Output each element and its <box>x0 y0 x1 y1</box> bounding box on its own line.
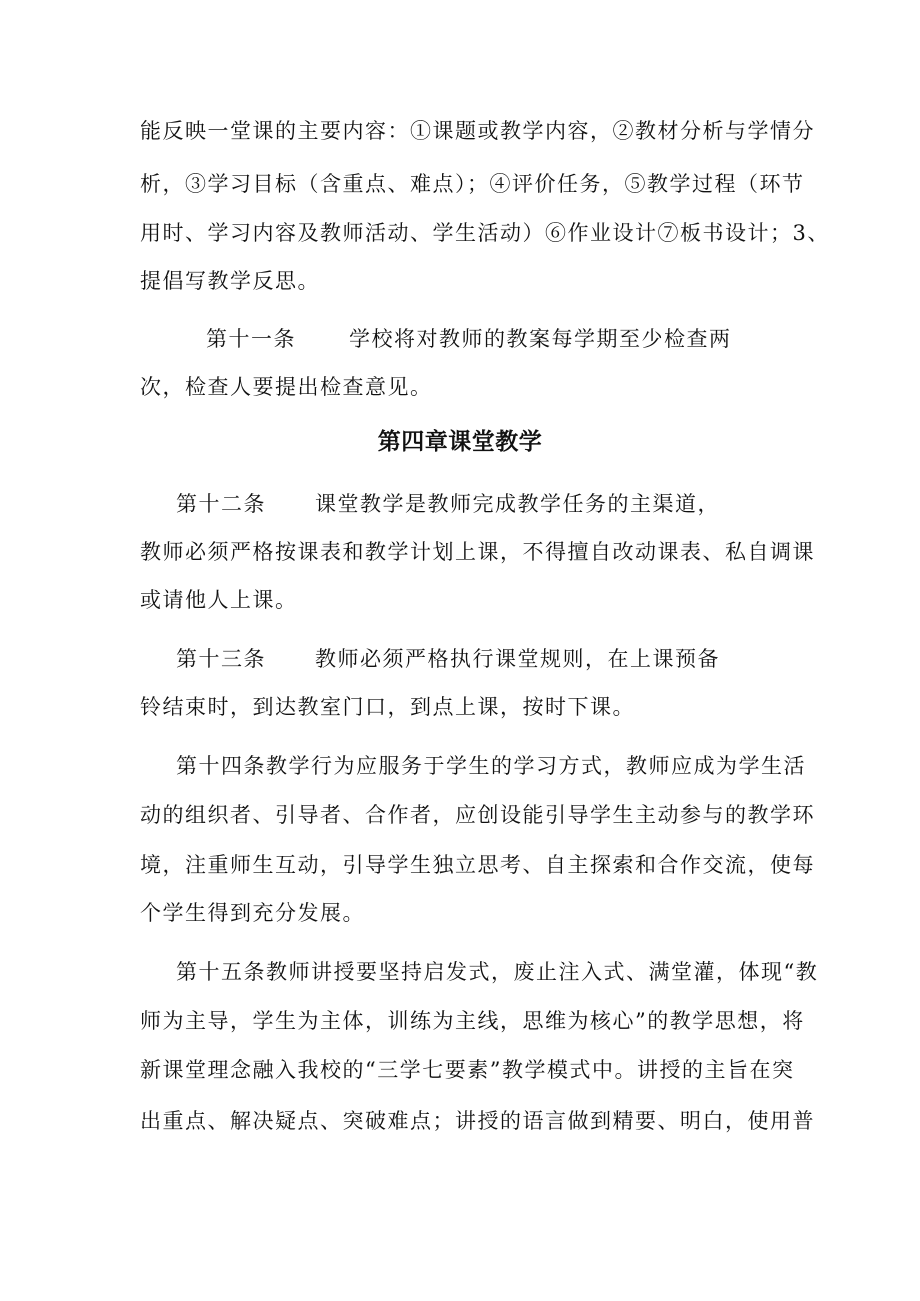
article-14-line-2: 动的组织者、引导者、合作者，应创设能引导学生主动参与的教学环 <box>140 803 815 827</box>
article-11-text-1: 学校将对教师的教案每学期至少检查两 <box>349 327 732 351</box>
article-11-line-1 <box>206 325 732 353</box>
article-13-line-1 <box>176 645 720 673</box>
article-11-line-2: 次，检查人要提出检查意见。 <box>140 375 433 399</box>
article-13-label: 第十三条 <box>176 647 266 671</box>
para-1-line-3: 用时、学习内容及教师活动、学生活动）⑥作业设计⑦板书设计；3、 <box>140 221 830 245</box>
article-14-line-4: 个学生得到充分发展。 <box>140 901 365 925</box>
article-11-label: 第十一条 <box>206 327 296 351</box>
article-14-line-1: 第十四条教学行为应服务于学生的学习方式，教师应成为学生活 <box>176 754 806 778</box>
chapter-title: 第四章课堂教学 <box>377 429 543 455</box>
para-1-line-1: 能反映一堂课的主要内容：①课题或教学内容，②教材分析与学情分 <box>140 119 815 143</box>
article-15-line-2: 师为主导，学生为主体，训练为主线，思维为核心”的教学思想，将 <box>140 1009 805 1033</box>
article-15-line-3: 新课堂理念融入我校的“三学七要素”教学模式中。讲授的主旨在突 <box>140 1058 795 1082</box>
para-1-line-2: 析，③学习目标（含重点、难点）；④评价任务，⑤教学过程（环节 <box>140 172 805 196</box>
article-13-line-2: 铃结束时，到达教室门口，到点上课，按时下课。 <box>140 695 635 719</box>
article-13-text-1: 教师必须严格执行课堂规则，在上课预备 <box>315 647 720 671</box>
para-1-line-4: 提倡写教学反思。 <box>140 269 320 293</box>
article-12-line-3: 或请他人上课。 <box>140 588 298 612</box>
article-12-line-1 <box>176 490 720 518</box>
article-12-line-2: 教师必须严格按课表和教学计划上课，不得擅自改动课表、私自调课 <box>140 540 815 564</box>
article-12-text-1: 课堂教学是教师完成教学任务的主渠道， <box>315 492 720 516</box>
article-15-line-1: 第十五条教师讲授要坚持启发式，废止注入式、满堂灌，体现“教 <box>176 960 819 984</box>
article-15-line-4: 出重点、解决疑点、突破难点；讲授的语言做到精要、明白，使用普 <box>140 1109 815 1133</box>
article-12-label: 第十二条 <box>176 492 266 516</box>
article-14-line-3: 境，注重师生互动，引导学生独立思考、自主探索和合作交流，使每 <box>140 853 815 877</box>
